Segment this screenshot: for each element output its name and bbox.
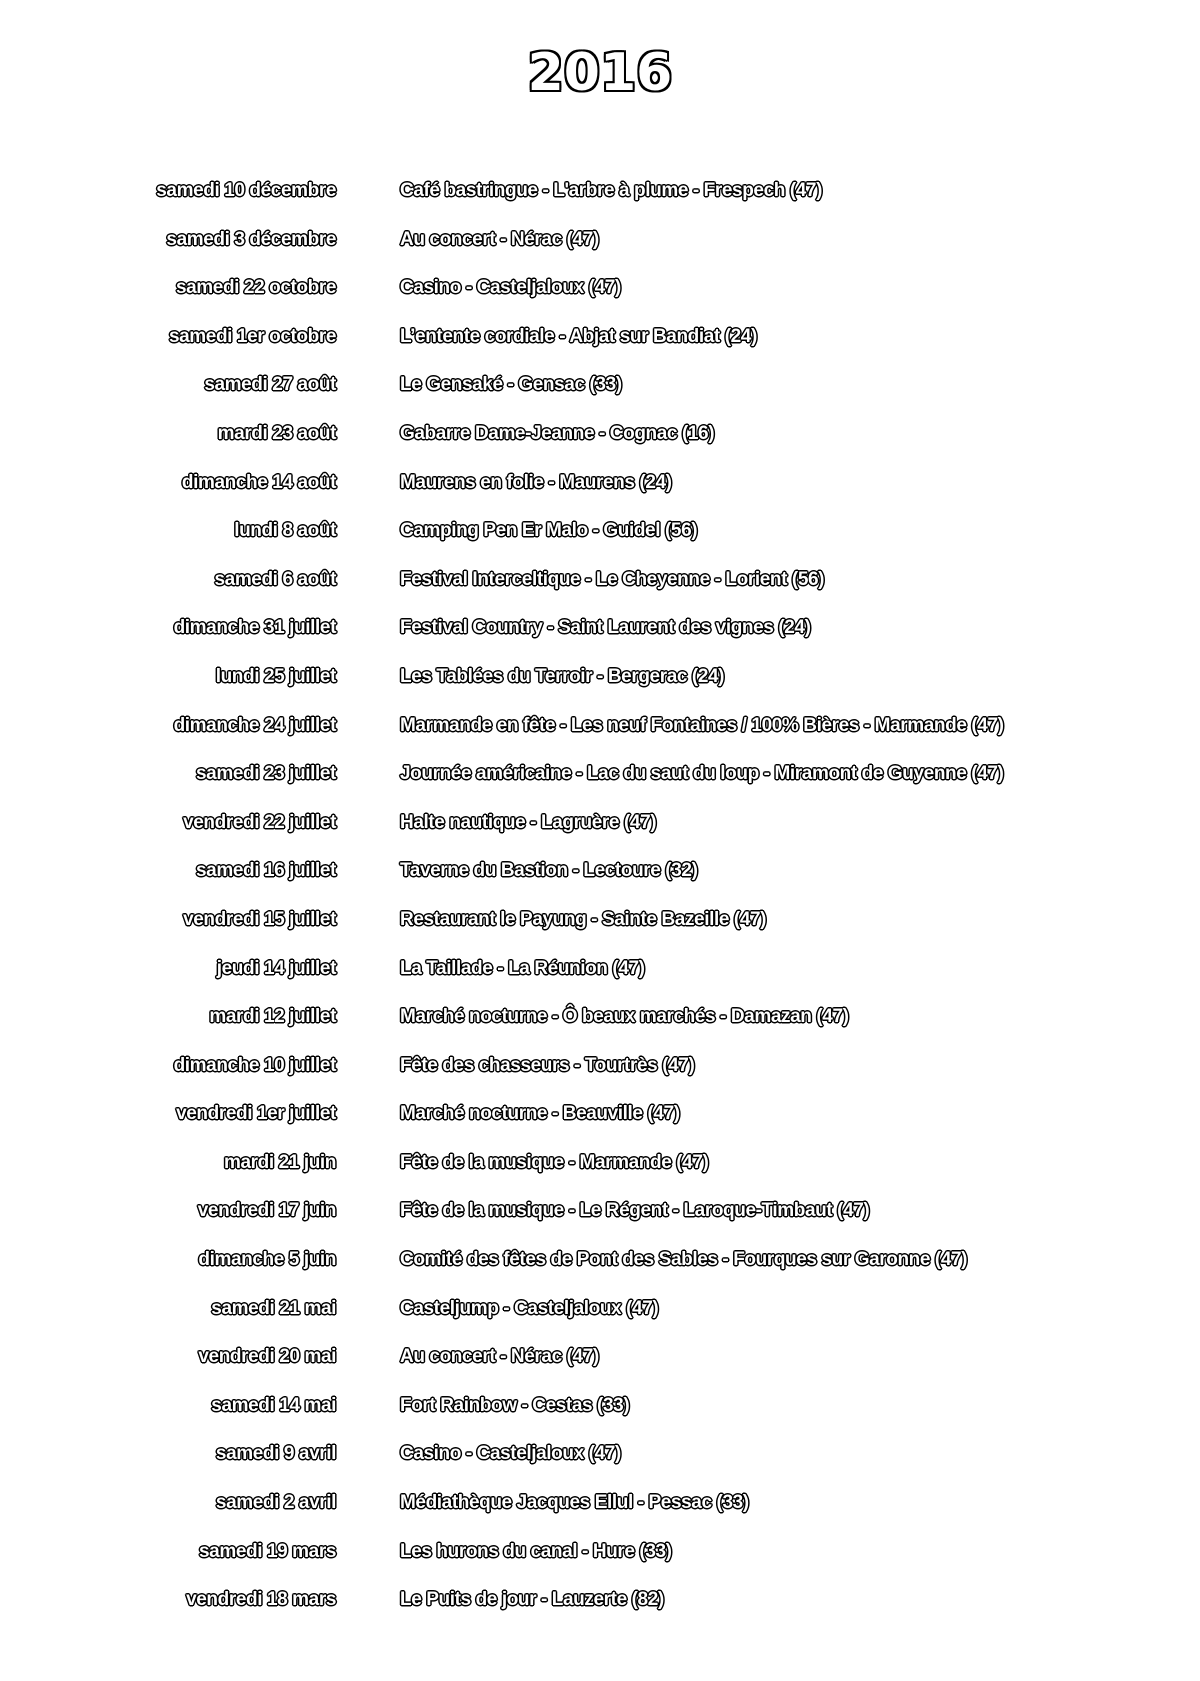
event-place: L’entente cordiale - Abjat sur Bandiat (24) <box>400 325 757 347</box>
event-place: Marché nocturne - Beauville (47) <box>400 1103 680 1125</box>
event-date: vendredi 1er juillet <box>176 1103 336 1125</box>
event-place: Taverne du Bastion - Lectoure (32) <box>400 860 698 882</box>
event-row <box>0 567 1200 616</box>
event-place: Festival Interceltique - Le Cheyenne - Lorient (56) <box>400 568 825 590</box>
event-date: vendredi 22 juillet <box>183 811 336 833</box>
event-row <box>0 1587 1200 1636</box>
event-row <box>0 470 1200 519</box>
event-place: Au concert - Nérac (47) <box>400 1346 599 1368</box>
event-row <box>0 761 1200 810</box>
event-row <box>0 178 1200 227</box>
event-row <box>0 907 1200 956</box>
event-place: Fête de la musique - Marmande (47) <box>400 1151 709 1173</box>
event-place: La Taillade - La Réunion (47) <box>400 957 645 979</box>
event-date: samedi 9 avril <box>215 1443 336 1465</box>
event-row <box>0 1296 1200 1345</box>
event-row <box>0 275 1200 324</box>
event-row <box>0 615 1200 664</box>
event-row <box>0 372 1200 421</box>
event-place: Au concert - Nérac (47) <box>400 228 599 250</box>
event-place: Marmande en fête - Les neuf Fontaines / 100% Bières - Marmande (47) <box>400 714 1004 736</box>
event-place: Fête des chasseurs - Tourtrès (47) <box>400 1054 695 1076</box>
event-date: dimanche 10 juillet <box>173 1054 336 1076</box>
event-place: Halte nautique - Lagruère (47) <box>400 811 657 833</box>
event-place: Les Tablées du Terroir - Bergerac (24) <box>400 665 725 687</box>
event-place: Restaurant le Payung - Sainte Bazeille (47) <box>400 908 767 930</box>
event-date: samedi 22 octobre <box>175 277 336 299</box>
event-row <box>0 227 1200 276</box>
event-place: Gabarre Dame-Jeanne - Cognac (16) <box>400 422 715 444</box>
event-row <box>0 324 1200 373</box>
event-place: Le Gensaké - Gensac (33) <box>400 374 622 396</box>
event-row <box>0 1393 1200 1442</box>
event-row <box>0 956 1200 1005</box>
event-row <box>0 1344 1200 1393</box>
event-place: Journée américaine - Lac du saut du loup - Miramont de Guyenne (47) <box>400 763 1004 785</box>
event-place: Casino - Casteljaloux (47) <box>400 1443 621 1465</box>
event-date: lundi 8 août <box>234 520 336 542</box>
event-row <box>0 1441 1200 1490</box>
event-place: Camping Pen Er Malo - Guidel (56) <box>400 520 698 542</box>
event-place: Le Puits de jour - Lauzerte (82) <box>400 1589 664 1611</box>
event-date: samedi 19 mars <box>199 1540 336 1562</box>
event-row <box>0 1247 1200 1296</box>
event-date: samedi 16 juillet <box>196 860 336 882</box>
event-row <box>0 421 1200 470</box>
event-date: jeudi 14 juillet <box>216 957 336 979</box>
event-place: Marché nocturne - Ô beaux marchés - Damazan (47) <box>400 1006 849 1028</box>
event-place: Café bastringue - L'arbre à plume - Frespech (47) <box>400 180 823 201</box>
event-date: samedi 23 juillet <box>196 763 336 785</box>
event-row <box>0 1150 1200 1199</box>
event-date: samedi 2 avril <box>215 1492 336 1514</box>
event-date: dimanche 14 août <box>181 471 336 493</box>
event-row <box>0 1004 1200 1053</box>
event-date: vendredi 17 juin <box>197 1200 336 1222</box>
event-date: mardi 21 juin <box>223 1151 336 1173</box>
event-place: Fête de la musique - Le Régent - Laroque-Timbaut (47) <box>400 1200 870 1222</box>
event-date: samedi 21 mai <box>211 1297 336 1319</box>
event-place: Maurens en folie - Maurens (24) <box>400 471 672 493</box>
event-row <box>0 518 1200 567</box>
event-place: Médiathèque Jacques Ellul - Pessac (33) <box>400 1492 749 1514</box>
event-date: samedi 1er octobre <box>168 325 336 347</box>
event-place: Fort Rainbow - Cestas (33) <box>400 1394 630 1416</box>
event-row <box>0 1539 1200 1588</box>
event-date: samedi 14 mai <box>211 1394 336 1416</box>
event-date: dimanche 24 juillet <box>173 714 336 736</box>
events-list <box>0 178 1200 1636</box>
event-row <box>0 664 1200 713</box>
event-date: samedi 3 décembre <box>166 228 336 250</box>
event-date: dimanche 31 juillet <box>173 617 336 639</box>
event-date: vendredi 20 mai <box>198 1346 336 1368</box>
event-row <box>0 1490 1200 1539</box>
event-place: Casino - Casteljaloux (47) <box>400 277 621 299</box>
event-row <box>0 1198 1200 1247</box>
event-date: samedi 6 août <box>214 568 336 590</box>
event-date: lundi 25 juillet <box>215 665 336 687</box>
event-date: mardi 23 août <box>217 422 336 444</box>
event-place: Comité des fêtes de Pont des Sables - Fourques sur Garonne (47) <box>400 1249 968 1271</box>
event-place: Festival Country - Saint Laurent des vignes (24) <box>400 617 811 639</box>
event-date: mardi 12 juillet <box>209 1006 336 1028</box>
event-place: Casteljump - Casteljaloux (47) <box>400 1297 659 1319</box>
event-date: samedi 27 août <box>204 374 336 396</box>
event-row <box>0 713 1200 762</box>
event-date: dimanche 5 juin <box>198 1249 336 1271</box>
event-date: vendredi 15 juillet <box>183 908 336 930</box>
page-title: 2016 <box>527 43 673 103</box>
event-date: vendredi 18 mars <box>186 1589 336 1611</box>
event-row <box>0 1101 1200 1150</box>
event-row <box>0 1053 1200 1102</box>
event-date: samedi 10 décembre <box>156 180 336 201</box>
event-place: Les hurons du canal - Hure (33) <box>400 1540 672 1562</box>
event-row <box>0 858 1200 907</box>
event-row <box>0 810 1200 859</box>
